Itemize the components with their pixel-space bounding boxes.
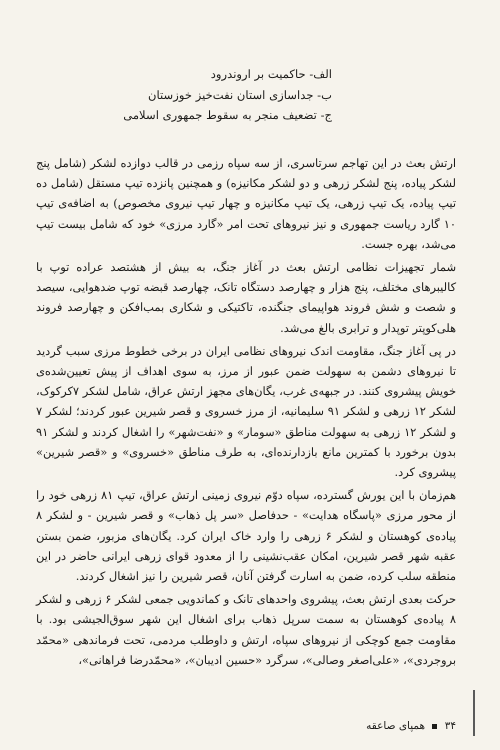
page-footer [366, 720, 456, 732]
goal-item: ب- جداسازی استان نفت‌خیز خوزستان [148, 87, 332, 102]
paragraph: حرکت بعدی ارتش بعث، پیشروی واحدهای تانک و کماندویی جمعی لشکر ۶ زرهی و لشکر ۸ پیاده‌ی کوهستان به سمت سرپل ذهاب برای اشغال این شهر سوق‌الجیشی بود. با مقاومت جمع کوچکی از نیروهای سپاه، ارتش و داوطلب مردمی، تحت فرماندهی «محمّد بروجردی»، «علی‌اصغر وصالی»، سرگرد «حسین ادیبان»، «محمّدرضا فراهانی»، [36, 592, 456, 667]
square-bullet-icon [432, 724, 437, 729]
paragraph: شمار تجهیزات نظامی ارتش بعث در آغاز جنگ، به بیش از هشتصد عراده توپ با کالیبرهای مختلف، پنج هزار و چهارصد دستگاه تانک، چهارصد قبضه توپ ضدهوایی، سیصد و شصت و شش فروند هواپیمای جنگنده، تاکتیکی و شکاری بمب‌افکن و چهارصد فروند هلی‌کوپتر توپدار و ترابری بالغ می‌شد. [36, 260, 456, 335]
body-text [36, 153, 456, 673]
page-number: ۳۴ [444, 720, 456, 732]
goal-item: الف- حاکمیت بر اروندرود [210, 67, 332, 81]
goal-item: ج- تضعیف منجر به سقوط جمهوری اسلامی [123, 108, 332, 122]
book-title: همپای صاعقه [366, 720, 426, 732]
goals-list [82, 64, 332, 126]
corner-logo-icon [473, 690, 497, 736]
paragraph: هم‌زمان با این یورش گسترده، سپاه دوّم نیروی زمینی ارتش عراق، تیپ ۸۱ زرهی خود را از محور مرزی «پاسگاه هدایت» - حدفاصل «سر پل ذهاب» و قصر شیرین - و لشکر ۸ پیاده‌ی کوهستان و لشکر ۶ زرهی را وارد خاک ایران کرد. یگان‌های مزبور، ضمن بستن عقبه شهر قصر شیرین، امکان عقب‌نشینی را از معدود قوای زرهی ایرانی حاضر در این منطقه سلب کرده، ضمن به اسارت گرفتن آنان، قصر شیرین را نیز اشغال کردند. [36, 488, 457, 584]
paragraph: ارتش بعث در این تهاجم سرتاسری، از سه سپاه رزمی در قالب دوازده لشکر (شامل پنج لشکر پیاده، پنج لشکر زرهی و دو لشکر مکانیزه) و همچنین پانزده تیپ مستقل (شامل ده تیپ پیاده، یک تیپ زرهی، یک تیپ مکانیزه و چهار تیپ نیروی مخصوص) به اضافه‌ی تیپ ۱۰ گارد ریاست جمهوری و نیز نیروهای تحت امر «گارد مرزی» خود که شامل بیست تیپ می‌شد، بهره جست. [36, 156, 456, 251]
paragraph: در پی آغاز جنگ، مقاومت اندک نیروهای نظامی ایران در برخی خطوط مرزی سبب گردید تا نیروهای دشمن به سهولت ضمن عبور از مرز، به سوی اهداف از پیش تعیین‌شده‌ی خویش پیشروی کنند. در جبهه‌ی غرب، یگان‌های مجهز ارتش عراق، شامل لشکر ۷کرکوک، لشکر ۱۲ زرهی و لشکر ۹۱ سلیمانیه، از مرز خسروی و قصر شیرین عبور کردند؛ لشکر ۷ و لشکر ۱۲ زرهی به سهولت مناطق «سومار» و «نفت‌شهر» را اشغال کردند و لشکر ۹۱ بدون برخورد با کمترین مانع بازدارنده‌ای، به طرف مناطق «خسروی» و «قصر شیرین» پیشروی کرد. [36, 343, 457, 480]
